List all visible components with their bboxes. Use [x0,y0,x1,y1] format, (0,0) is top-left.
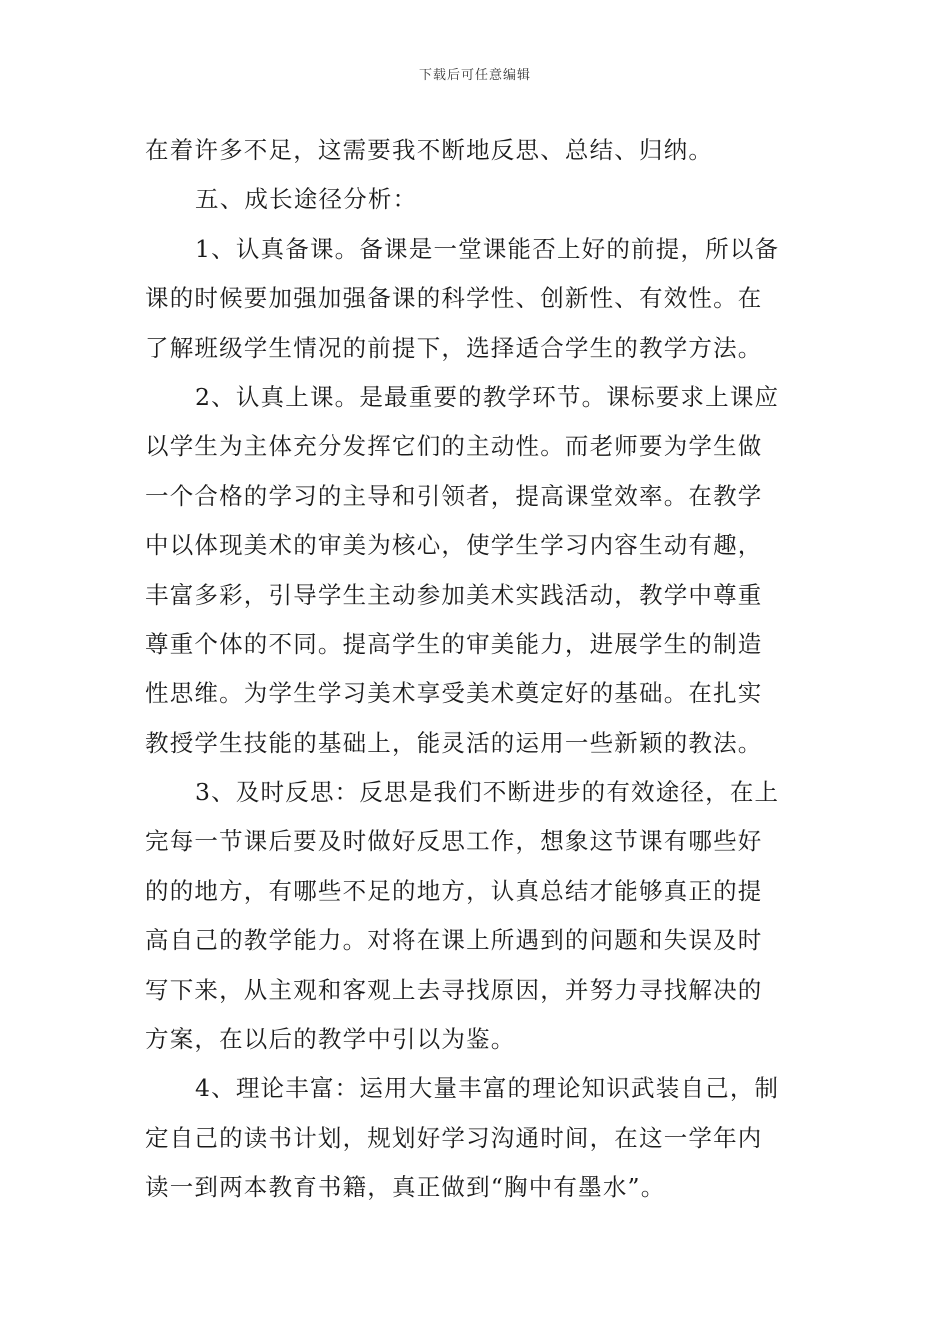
text-line: 2、认真上课。是最重要的教学环节。课标要求上课应 [195,382,780,411]
text-line: 方案，在以后的教学中引以为鉴。 [145,1025,516,1054]
text-line: 尊重个体的不同。提高学生的审美能力，进展学生的制造 [145,629,763,658]
text-line: 了解班级学生情况的前提下，选择适合学生的教学方法。 [145,333,763,362]
text-line: 1、认真备课。备课是一堂课能否上好的前提，所以备 [195,234,780,263]
text-line: 丰富多彩，引导学生主动参加美术实践活动，教学中尊重 [145,580,763,609]
text-line: 五、成长途径分析： [195,185,418,214]
text-line: 一个合格的学习的主导和引领者，提高课堂效率。在教学 [145,481,763,510]
text-line: 高自己的教学能力。对将在课上所遇到的问题和失误及时 [145,926,763,955]
text-line: 教授学生技能的基础上，能灵活的运用一些新颖的教法。 [145,728,763,757]
text-line: 读一到两本教育书籍，真正做到“胸中有墨水”。 [145,1173,666,1202]
text-line: 中以体现美术的审美为核心，使学生学习内容生动有趣， [145,531,763,560]
text-line: 在着许多不足，这需要我不断地反思、总结、归纳。 [145,136,714,164]
header-note: 下载后可任意编辑 [418,68,531,83]
text-line: 完每一节课后要及时做好反思工作，想象这节课有哪些好 [145,827,763,856]
text-line: 课的时候要加强加强备课的科学性、创新性、有效性。在 [145,284,763,313]
text-line: 写下来，从主观和客观上去寻找原因，并努力寻找解决的 [145,975,763,1004]
text-line: 性思维。为学生学习美术享受美术奠定好的基础。在扎实 [145,679,763,708]
text-line: 3、及时反思：反思是我们不断进步的有效途径，在上 [195,778,780,807]
document-body [145,126,805,1213]
text-line: 定自己的读书计划，规划好学习沟通时间，在这一学年内 [145,1123,763,1152]
text-line: 以学生为主体充分发挥它们的主动性。而老师要为学生做 [145,432,763,461]
text-line: 4、理论丰富：运用大量丰富的理论知识武装自己，制 [195,1074,780,1103]
text-line: 的的地方，有哪些不足的地方，认真总结才能够真正的提 [145,876,763,905]
